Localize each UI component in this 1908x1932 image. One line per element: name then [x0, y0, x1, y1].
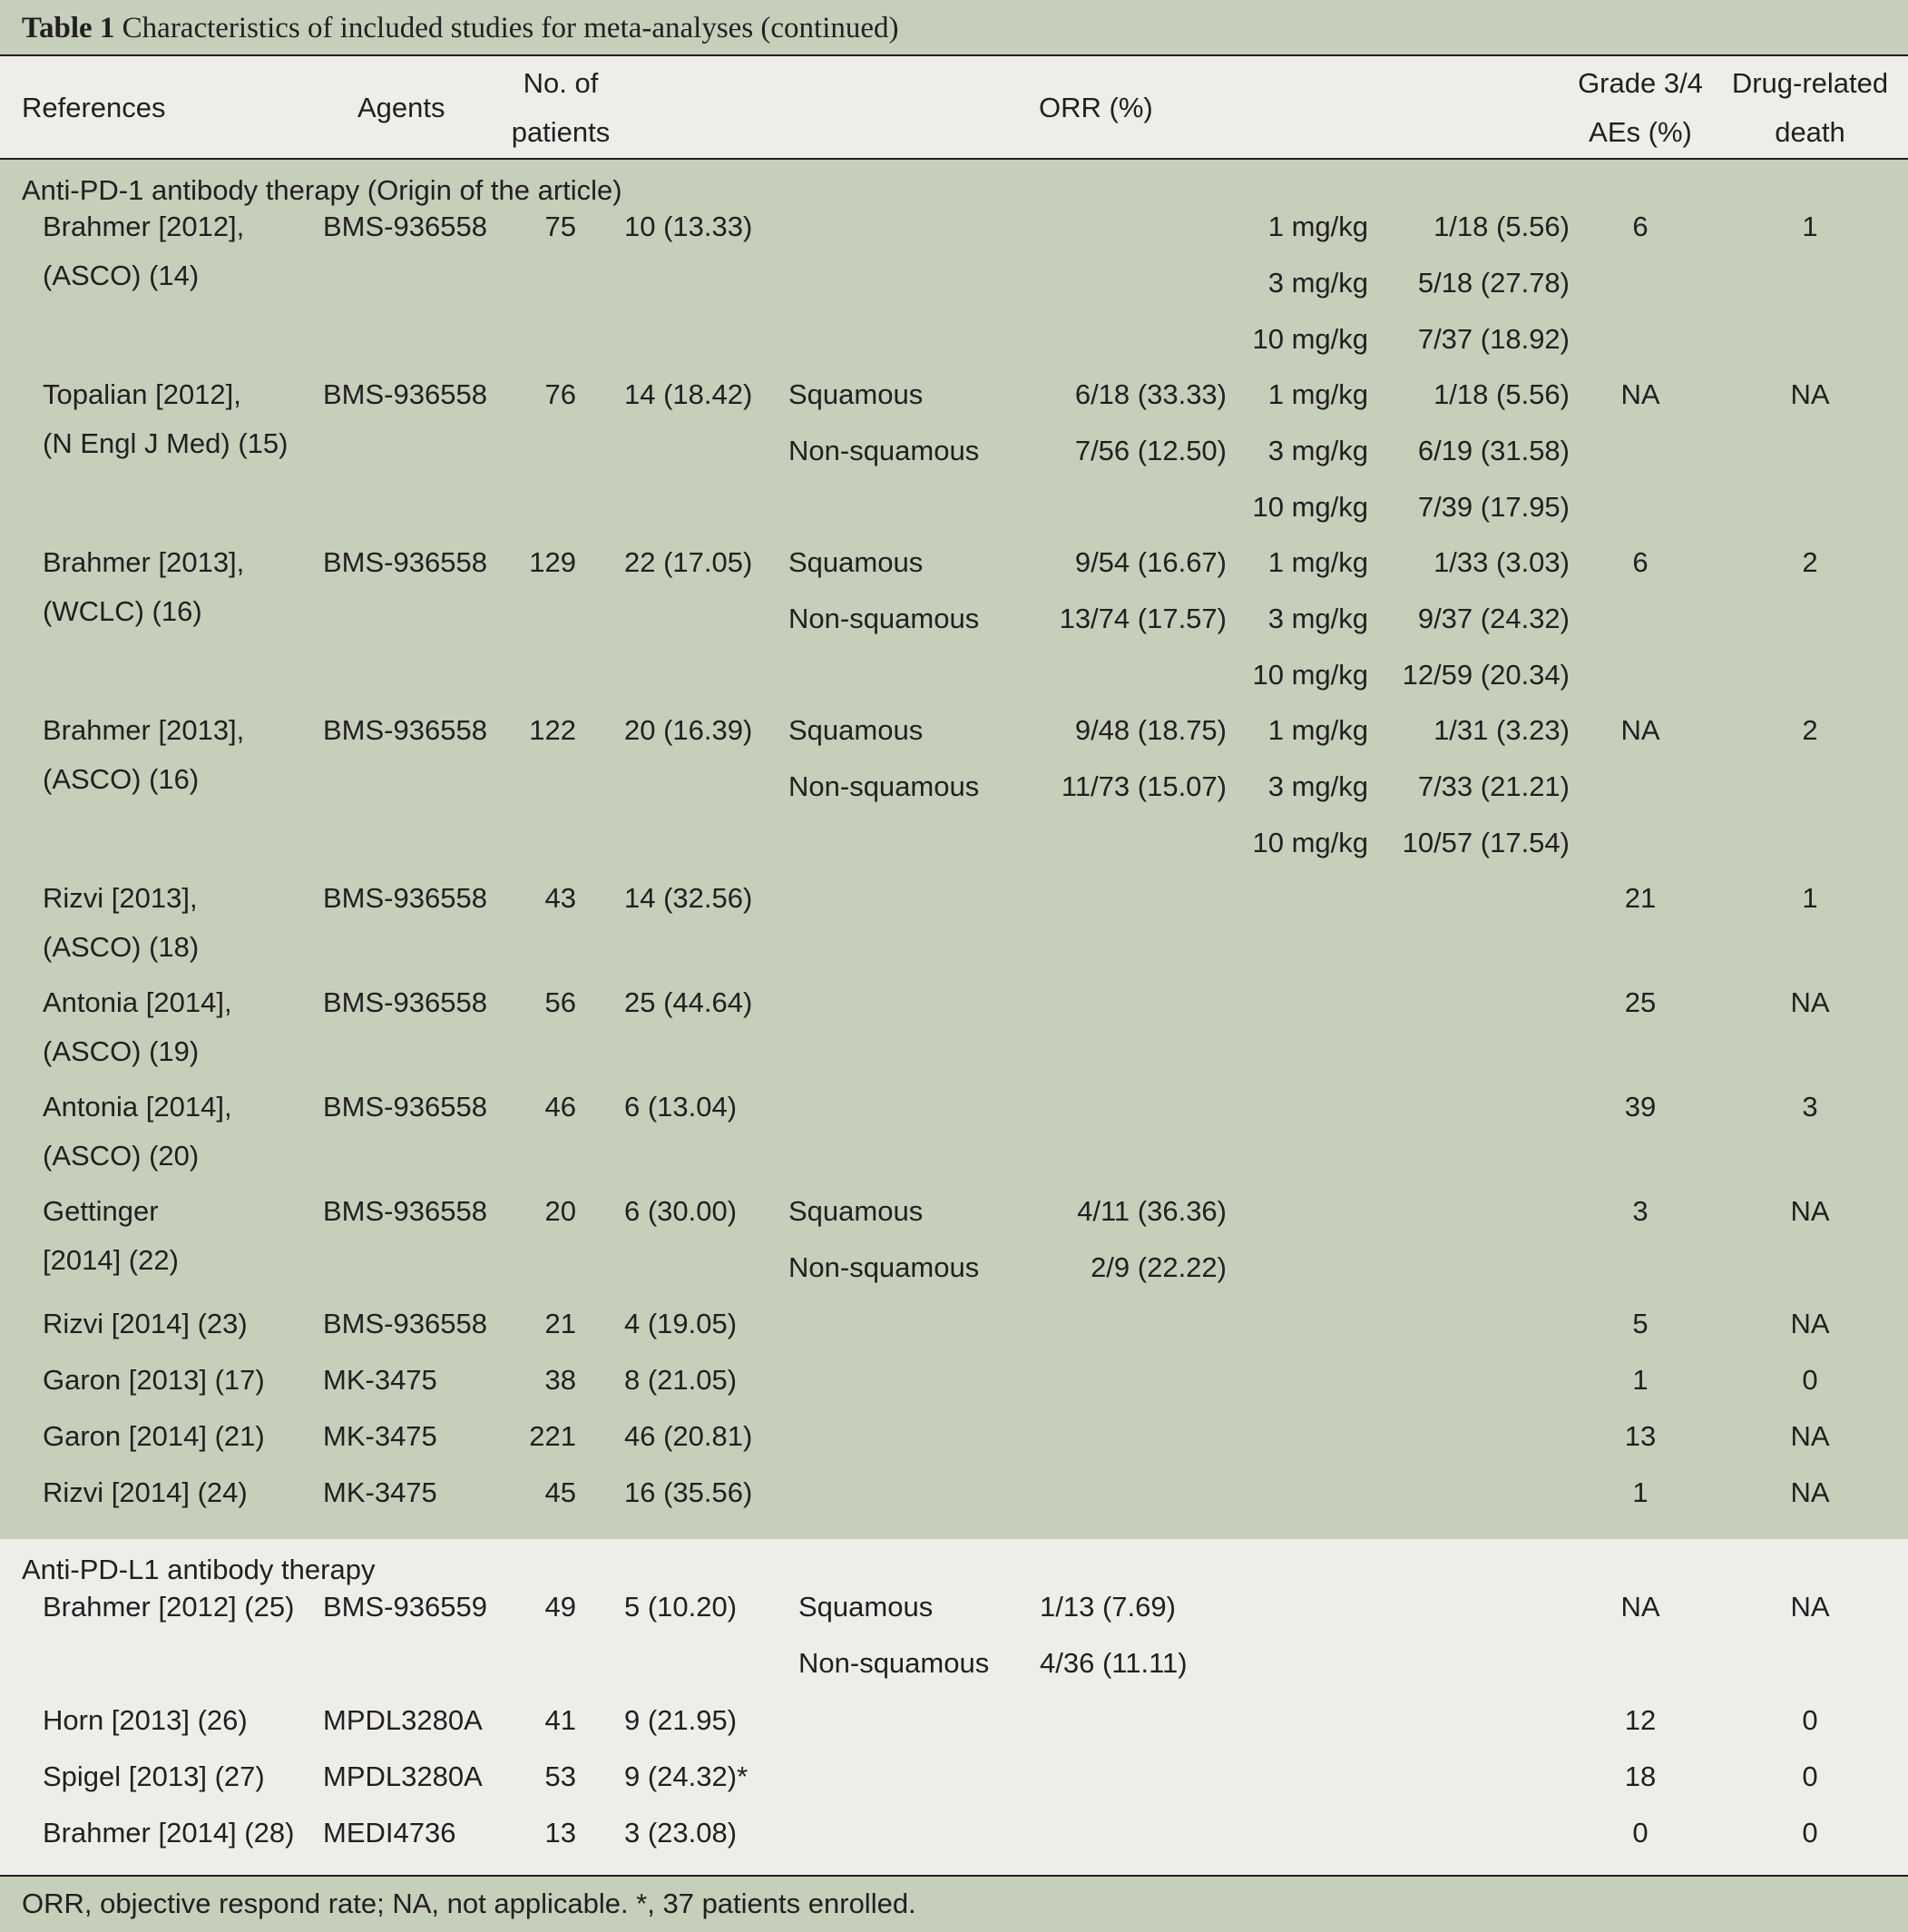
patient-count: 13: [544, 1817, 576, 1849]
histology-label: Non-squamous: [798, 1647, 990, 1679]
header-references: References: [22, 92, 166, 123]
grade-3-4-aes: 1: [1632, 1476, 1649, 1508]
header-patients-line2: patients: [511, 116, 611, 148]
overall-orr: 8 (21.05): [624, 1364, 738, 1396]
patient-count: 20: [544, 1195, 576, 1227]
reference-line2: (ASCO) (16): [43, 763, 200, 795]
reference-line1: Garon [2014] (21): [43, 1420, 265, 1452]
histology-orr: 4/11 (36.36): [1077, 1195, 1227, 1227]
grade-3-4-aes: NA: [1620, 378, 1660, 410]
grade-3-4-aes: 13: [1624, 1420, 1657, 1452]
histology-orr: 7/56 (12.50): [1074, 435, 1227, 466]
dose-level: 10 mg/kg: [1252, 491, 1368, 523]
histology-label: Squamous: [788, 1195, 924, 1227]
header-agents: Agents: [357, 92, 445, 123]
histology-orr: 9/48 (18.75): [1074, 714, 1227, 746]
histology-orr: 9/54 (16.67): [1074, 546, 1227, 578]
grade-3-4-aes: NA: [1620, 1591, 1660, 1623]
overall-orr: 5 (10.20): [624, 1591, 738, 1623]
drug-related-death: 0: [1802, 1760, 1818, 1792]
dose-orr: 1/33 (3.03): [1433, 546, 1570, 578]
agent-name: BMS-936558: [323, 546, 487, 578]
reference-line1: Topalian [2012],: [43, 378, 241, 410]
header-grade-line1: Grade 3/4: [1578, 67, 1703, 99]
histology-orr: 11/73 (15.07): [1061, 770, 1227, 802]
drug-related-death: 0: [1802, 1364, 1818, 1396]
grade-3-4-aes: 3: [1632, 1195, 1649, 1227]
patient-count: 38: [544, 1364, 576, 1396]
overall-orr: 9 (21.95): [624, 1704, 738, 1736]
overall-orr: 6 (13.04): [624, 1091, 738, 1123]
histology-label: Non-squamous: [788, 435, 980, 466]
grade-3-4-aes: 21: [1624, 882, 1657, 914]
dose-orr: 1/31 (3.23): [1433, 714, 1570, 746]
overall-orr: 16 (35.56): [624, 1476, 753, 1508]
patient-count: 53: [544, 1760, 576, 1792]
dose-level: 10 mg/kg: [1252, 659, 1368, 691]
drug-related-death: NA: [1790, 986, 1830, 1018]
histology-orr: 13/74 (17.57): [1059, 603, 1227, 634]
agent-name: MPDL3280A: [323, 1760, 483, 1792]
dose-level: 3 mg/kg: [1267, 435, 1368, 466]
dose-level: 1 mg/kg: [1267, 211, 1368, 242]
agent-name: BMS-936558: [323, 714, 487, 746]
overall-orr: 6 (30.00): [624, 1195, 738, 1227]
reference-line1: Rizvi [2014] (23): [43, 1308, 248, 1339]
reference-line1: Rizvi [2013],: [43, 882, 198, 914]
table-caption: Characteristics of included studies for meta-analyses (continued): [114, 12, 899, 44]
dose-orr: 1/18 (5.56): [1433, 211, 1570, 242]
agent-name: BMS-936558: [323, 378, 487, 410]
reference-line2: (ASCO) (18): [43, 931, 200, 963]
histology-orr: 2/9 (22.22): [1091, 1251, 1227, 1283]
grade-3-4-aes: NA: [1620, 714, 1660, 746]
histology-label: Squamous: [788, 546, 924, 578]
reference-line2: (N Engl J Med) (15): [43, 427, 289, 459]
patient-count: 46: [544, 1091, 576, 1123]
agent-name: BMS-936558: [323, 1308, 487, 1339]
section-title-anti-pd1: Anti-PD-1 antibody therapy (Origin of the article): [22, 174, 622, 206]
patient-count: 129: [529, 546, 576, 578]
histology-label: Squamous: [788, 378, 924, 410]
header-death-line2: death: [1775, 116, 1845, 148]
agent-name: MK-3475: [323, 1476, 437, 1508]
dose-level: 3 mg/kg: [1267, 267, 1368, 299]
grade-3-4-aes: 0: [1632, 1817, 1649, 1849]
table-title: [0, 0, 1908, 56]
dose-level: 1 mg/kg: [1267, 714, 1368, 746]
overall-orr: 22 (17.05): [624, 546, 753, 578]
reference-line2: (WCLC) (16): [43, 595, 202, 627]
patient-count: 45: [544, 1476, 576, 1508]
reference-line1: Brahmer [2013],: [43, 546, 245, 578]
dose-orr: 12/59 (20.34): [1402, 659, 1570, 691]
table-number: Table 1: [22, 12, 115, 44]
drug-related-death: 1: [1802, 882, 1818, 914]
grade-3-4-aes: 6: [1632, 546, 1649, 578]
reference-line1: Brahmer [2012],: [43, 211, 245, 242]
agent-name: MEDI4736: [323, 1817, 456, 1849]
overall-orr: 14 (18.42): [624, 378, 753, 410]
drug-related-death: 3: [1802, 1091, 1818, 1123]
dose-level: 3 mg/kg: [1267, 770, 1368, 802]
dose-orr: 6/19 (31.58): [1417, 435, 1570, 466]
grade-3-4-aes: 6: [1632, 211, 1649, 242]
reference-line1: Brahmer [2014] (28): [43, 1817, 295, 1849]
dose-orr: 7/37 (18.92): [1417, 323, 1570, 355]
reference-line2: (ASCO) (20): [43, 1140, 200, 1172]
reference-line2: (ASCO) (19): [43, 1035, 200, 1067]
reference-line2: (ASCO) (14): [43, 260, 200, 291]
agent-name: BMS-936558: [323, 211, 487, 242]
dose-level: 10 mg/kg: [1252, 323, 1368, 355]
drug-related-death: 1: [1802, 211, 1818, 242]
header-death-line1: Drug-related: [1731, 67, 1889, 99]
overall-orr: 46 (20.81): [624, 1420, 753, 1452]
grade-3-4-aes: 39: [1624, 1091, 1657, 1123]
section-title-anti-pdl1: Anti-PD-L1 antibody therapy: [22, 1554, 376, 1585]
header-grade-line2: AEs (%): [1589, 116, 1692, 148]
drug-related-death: NA: [1790, 378, 1830, 410]
grade-3-4-aes: 12: [1624, 1704, 1657, 1736]
dose-orr: 5/18 (27.78): [1417, 267, 1570, 299]
patient-count: 56: [544, 986, 576, 1018]
reference-line1: Antonia [2014],: [43, 986, 232, 1018]
reference-line1: Gettinger: [43, 1195, 159, 1227]
grade-3-4-aes: 18: [1624, 1760, 1657, 1792]
header-orr: ORR (%): [1039, 92, 1153, 123]
histology-orr: 6/18 (33.33): [1074, 378, 1227, 410]
reference-line2: [2014] (22): [43, 1244, 179, 1276]
overall-orr: 10 (13.33): [624, 211, 753, 242]
patient-count: 43: [544, 882, 576, 914]
histology-orr: 4/36 (11.11): [1040, 1647, 1188, 1679]
reference-line1: Brahmer [2013],: [43, 714, 245, 746]
patient-count: 21: [544, 1308, 576, 1339]
table-footnote: ORR, objective respond rate; NA, not applicable. *, 37 patients enrolled.: [22, 1888, 916, 1919]
dose-level: 1 mg/kg: [1267, 378, 1368, 410]
reference-line1: Garon [2013] (17): [43, 1364, 265, 1396]
overall-orr: 25 (44.64): [624, 986, 753, 1018]
drug-related-death: 0: [1802, 1817, 1818, 1849]
agent-name: BMS-936558: [323, 882, 487, 914]
agent-name: MK-3475: [323, 1364, 437, 1396]
overall-orr: 4 (19.05): [624, 1308, 738, 1339]
agent-name: MPDL3280A: [323, 1704, 483, 1736]
drug-related-death: 0: [1802, 1704, 1818, 1736]
histology-label: Non-squamous: [788, 770, 980, 802]
dose-orr: 7/33 (21.21): [1417, 770, 1570, 802]
dose-level: 3 mg/kg: [1267, 603, 1368, 634]
drug-related-death: NA: [1790, 1420, 1830, 1452]
grade-3-4-aes: 5: [1632, 1308, 1649, 1339]
dose-orr: 10/57 (17.54): [1402, 827, 1570, 858]
reference-line1: Brahmer [2012] (25): [43, 1591, 295, 1623]
reference-line1: Antonia [2014],: [43, 1091, 232, 1123]
patient-count: 221: [529, 1420, 576, 1452]
drug-related-death: 2: [1802, 714, 1818, 746]
dose-orr: 9/37 (24.32): [1417, 603, 1570, 634]
table-footnote-bar: [0, 1875, 1908, 1932]
histology-orr: 1/13 (7.69): [1040, 1591, 1176, 1623]
reference-line1: Spigel [2013] (27): [43, 1760, 265, 1792]
agent-name: BMS-936558: [323, 1195, 487, 1227]
dose-orr: 7/39 (17.95): [1417, 491, 1570, 523]
reference-line1: Rizvi [2014] (24): [43, 1476, 248, 1508]
agent-name: MK-3475: [323, 1420, 437, 1452]
drug-related-death: NA: [1790, 1195, 1830, 1227]
histology-label: Squamous: [798, 1591, 934, 1623]
agent-name: BMS-936558: [323, 986, 487, 1018]
table-header: [0, 56, 1908, 160]
dose-level: 1 mg/kg: [1267, 546, 1368, 578]
patient-count: 76: [544, 378, 576, 410]
drug-related-death: NA: [1790, 1591, 1830, 1623]
overall-orr: 20 (16.39): [624, 714, 753, 746]
reference-line1: Horn [2013] (26): [43, 1704, 248, 1736]
overall-orr: 9 (24.32)*: [624, 1760, 749, 1792]
agent-name: BMS-936558: [323, 1091, 487, 1123]
drug-related-death: NA: [1790, 1476, 1830, 1508]
patient-count: 41: [544, 1704, 576, 1736]
histology-label: Non-squamous: [788, 603, 980, 634]
agent-name: BMS-936559: [323, 1591, 487, 1623]
dose-orr: 1/18 (5.56): [1433, 378, 1570, 410]
histology-label: Non-squamous: [788, 1251, 980, 1283]
patient-count: 122: [529, 714, 576, 746]
header-patients-line1: No. of: [523, 67, 599, 99]
grade-3-4-aes: 1: [1632, 1364, 1649, 1396]
drug-related-death: 2: [1802, 546, 1818, 578]
dose-level: 10 mg/kg: [1252, 827, 1368, 858]
histology-label: Squamous: [788, 714, 924, 746]
grade-3-4-aes: 25: [1624, 986, 1657, 1018]
patient-count: 49: [544, 1591, 576, 1623]
patient-count: 75: [544, 211, 576, 242]
overall-orr: 3 (23.08): [624, 1817, 738, 1849]
overall-orr: 14 (32.56): [624, 882, 753, 914]
drug-related-death: NA: [1790, 1308, 1830, 1339]
